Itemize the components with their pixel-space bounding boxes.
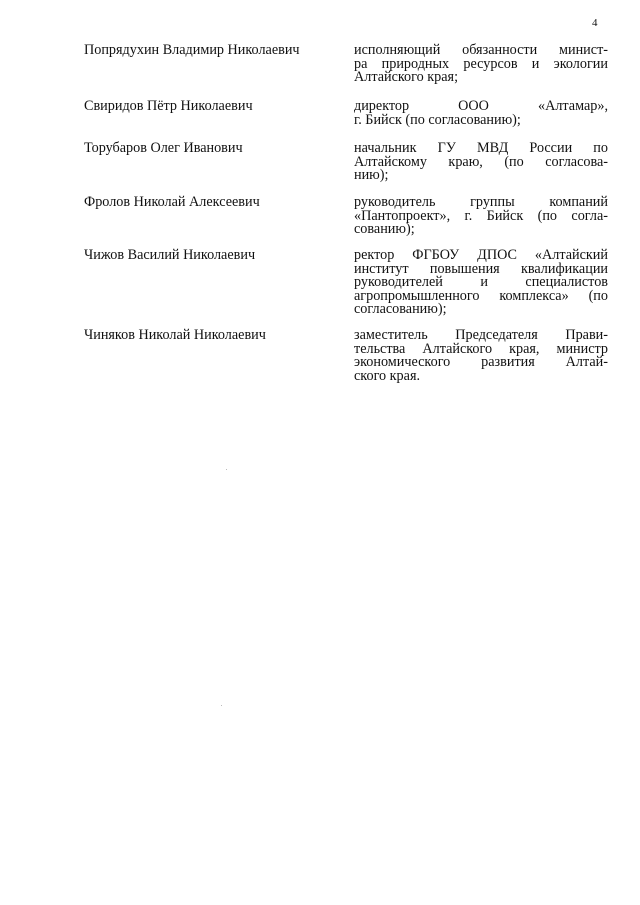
member-role [354, 142, 608, 183]
member-role [354, 196, 608, 237]
member-role-line: сованию); [354, 221, 415, 238]
member-name: Чижов Василий Николаевич [84, 247, 256, 263]
member-role-line: агропромышленного комплекса» (по [354, 287, 608, 304]
member-role-line: ректор ФГБОУ ДПОС «Алтайский [354, 247, 608, 263]
member-role-line: г. Бийск (по согласованию); [354, 111, 521, 128]
member-role-line: тельства Алтайского края, министр [354, 340, 608, 357]
member-role [354, 329, 608, 383]
member-role [354, 44, 608, 85]
member-role-line: Алтайского края; [354, 69, 459, 86]
member-name: Торубаров Олег Иванович [84, 140, 243, 156]
member-role-line: руководителей и специалистов [354, 274, 608, 291]
member-name: Свиридов Пётр Николаевич [84, 98, 253, 114]
member-role-line: согласованию); [354, 301, 447, 318]
member-name: Фролов Николай Алексеевич [84, 194, 260, 210]
member-role-line: институт повышения квалификации [354, 260, 608, 277]
scan-dot [226, 469, 227, 470]
member-name: Попрядухин Владимир Николаевич [84, 42, 300, 58]
member-role-line: нию); [354, 167, 389, 184]
member-role-line: Алтайскому краю, (по согласова- [354, 153, 608, 170]
member-role [354, 100, 608, 127]
member-role-line: руководитель группы компаний [354, 194, 608, 210]
member-role-line: ра природных ресурсов и экологии [354, 55, 608, 72]
scan-dot [221, 705, 222, 706]
member-role-line: ского края. [354, 367, 421, 384]
member-role-line: начальник ГУ МВД России по [354, 140, 608, 156]
member-role-line: заместитель Председателя Прави- [354, 327, 608, 343]
page-number: 4 [592, 17, 598, 29]
member-role-line: исполняющий обязанности минист- [354, 42, 608, 58]
member-role-line: директор ООО «Алтамар», [354, 98, 608, 114]
member-role-line: экономического развития Алтай- [354, 354, 608, 371]
member-role [354, 249, 608, 317]
member-role-line: «Пантопроект», г. Бийск (по согла- [354, 207, 608, 224]
member-name: Чиняков Николай Николаевич [84, 327, 266, 343]
